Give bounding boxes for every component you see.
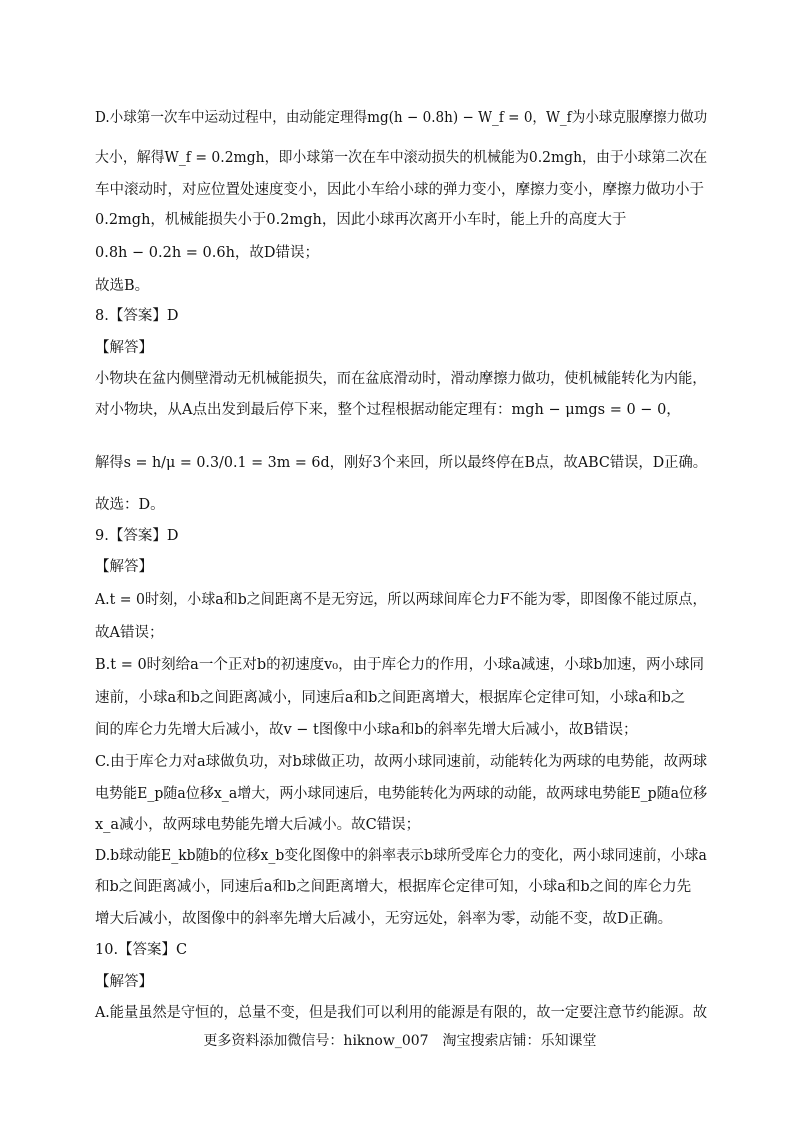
text-line: 增大后减小，故图像中的斜率先增大后减小，无穷远处，斜率为零，动能不变，故D正确。 bbox=[95, 911, 673, 927]
solution-heading: 【解答】 bbox=[95, 974, 153, 990]
text-line: x_a减小，故两球电势能先增大后减小。故C错误； bbox=[95, 817, 421, 833]
text-line: 和b之间距离减小，同速后a和b之间距离增大，根据库仑定律可知，小球a和b之间的库仑力先 bbox=[95, 879, 692, 895]
text-line: D.b球动能E_kb随b的位移x_b变化图像中的斜率表示b球所受库仑力的变化，两小球同速前，小球a bbox=[95, 848, 707, 864]
text-line: 0.8h − 0.2h = 0.6h，故D错误； bbox=[95, 245, 320, 261]
answer-heading: 9.【答案】D bbox=[95, 528, 179, 544]
text-line: 0.2mgh，机械能损失小于0.2mgh，因此小球再次离开小车时，能上升的高度大于 bbox=[95, 212, 627, 228]
text-line: 间的库仑力先增大后减小，故v − t图像中小球a和b的斜率先增大后减小，故B错误； bbox=[95, 722, 638, 738]
text-line: 故A错误； bbox=[95, 625, 164, 641]
solution-heading: 【解答】 bbox=[95, 340, 153, 356]
text-line: 车中滚动时，对应位置处速度变小，因此小车给小球的弹力变小，摩擦力变小，摩擦力做功小于 bbox=[95, 182, 704, 198]
text-line: 故选：D。 bbox=[95, 497, 165, 513]
text-line: A.t = 0时刻，小球a和b之间距离不是无穷远，所以两球间库仑力F不能为零，即图像不能过原点， bbox=[95, 592, 707, 608]
answer-heading: 10.【答案】C bbox=[95, 942, 188, 958]
text-line: 小物块在盆内侧壁滑动无机械能损失，而在盆底滑动时，滑动摩擦力做功，使机械能转化为内能， bbox=[95, 371, 707, 387]
text-line: A.能量虽然是守恒的，总量不变，但是我们可以利用的能源是有限的，故一定要注意节约能源。故 bbox=[95, 1005, 708, 1021]
text-line: 解得s = h/μ = 0.3/0.1 = 3m = 6d，刚好3个来回，所以最终停在B点，故ABC错误，D正确。 bbox=[95, 455, 708, 471]
document-page bbox=[95, 0, 707, 1132]
page-footer: 更多资料添加微信号：hiknow_007 淘宝搜索店铺：乐知课堂 bbox=[203, 1033, 597, 1049]
text-line: 对小物块，从A点出发到最后停下来，整个过程根据动能定理有：mgh − μmgs = 0 − 0， bbox=[95, 402, 681, 418]
answer-heading: 8.【答案】D bbox=[95, 308, 179, 324]
text-line: 速前，小球a和b之间距离减小，同速后a和b之间距离增大，根据库仑定律可知，小球a和b之 bbox=[95, 690, 686, 706]
text-line: B.t = 0时刻给a一个正对b的初速度v₀，由于库仑力的作用，小球a减速，小球b加速，两小球同 bbox=[95, 657, 705, 673]
solution-heading: 【解答】 bbox=[95, 559, 153, 575]
text-line: 大小，解得W_f = 0.2mgh，即小球第一次在车中滚动损失的机械能为0.2mgh，由于小球第二次在 bbox=[95, 150, 708, 166]
text-line: C.由于库仑力对a球做负功，对b球做正功，故两小球同速前，动能转化为两球的电势能，故两球 bbox=[95, 754, 708, 770]
text-line: 故选B。 bbox=[95, 278, 150, 294]
text-line: D.小球第一次车中运动过程中，由动能定理得mg(h − 0.8h) − W_f = 0，W_f为小球克服摩擦力做功 bbox=[95, 110, 708, 126]
text-line: 电势能E_p随a位移x_a增大，两小球同速后，电势能转化为两球的动能，故两球电势能E_p随a位移 bbox=[95, 786, 708, 802]
